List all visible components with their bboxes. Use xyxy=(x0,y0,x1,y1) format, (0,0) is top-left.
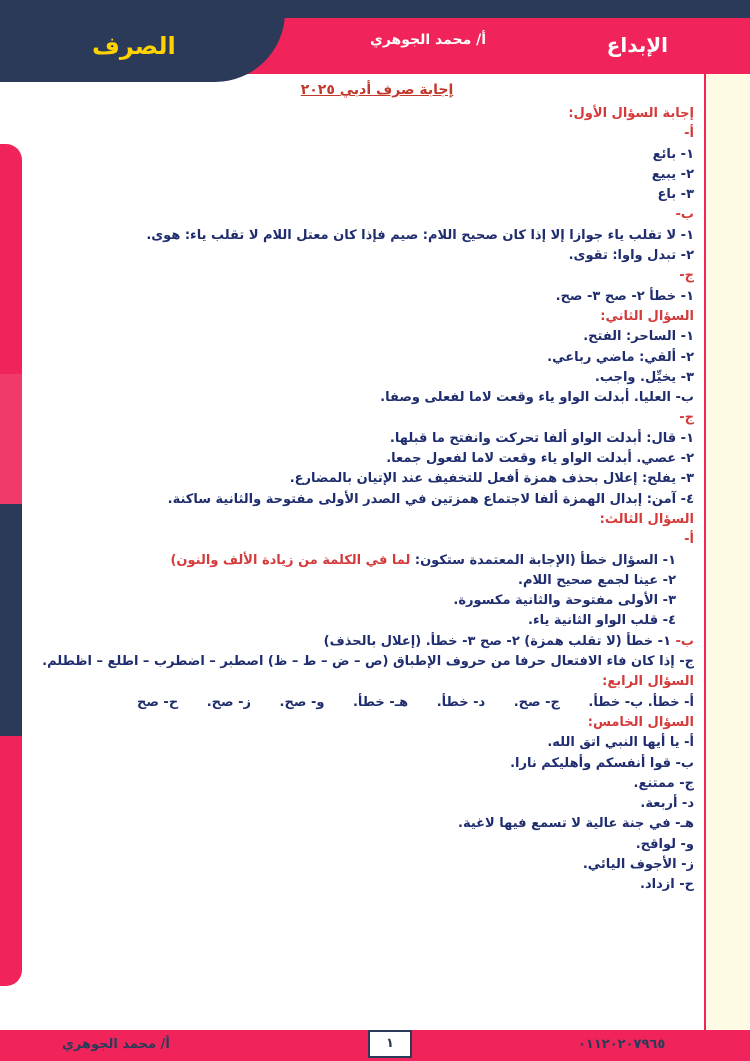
q5-g: ز- الأجوف اليائي. xyxy=(582,856,694,872)
q1-a-label: أ- xyxy=(684,126,694,142)
q1-b1: ١- لا تقلب ياء جوازا إلا إذا كان صحيح اللام: صيم فإذا كان معتل اللام لا تقلب ياء: هوى. xyxy=(146,227,694,243)
subject-title: الصرف xyxy=(92,32,176,60)
q1-a2: ٢- يبيع xyxy=(651,166,694,182)
q3-c: ج- إذا كان فاء الافتعال حرفا من حروف الإطباق (ص – ض – ط – ظ) اصطبر – اضطرب – اطلع – اظطلم. xyxy=(42,654,694,670)
q4-item: ز- صح. xyxy=(206,694,252,710)
q4-item: ج- صح. xyxy=(513,694,560,710)
q2-b: ب- العليا. أبدلت الواو ياء وقعت لاما لفعلى وصفا. xyxy=(380,390,694,406)
q2-c-label: ج- xyxy=(679,410,694,426)
page-title: إجابة صرف أدبي ٢٠٢٥ xyxy=(300,82,454,98)
q5-c: ج- ممتنع. xyxy=(633,775,694,791)
q1-b-label: ب- xyxy=(675,207,694,223)
q3-b xyxy=(60,632,694,652)
header-author: أ/ محمد الجوهري xyxy=(370,32,487,48)
q3-a1-text: ١- السؤال خطأ (الإجابة المعتمدة ستكون: xyxy=(414,552,676,568)
footer-author: أ/ محمد الجوهري xyxy=(62,1037,170,1052)
q5-f: و- لواقح. xyxy=(635,836,694,852)
q5-e: هـ- في جنة عالية لا تسمع فيها لاغية. xyxy=(458,816,694,832)
left-tab-1 xyxy=(0,144,22,374)
q3-a-label: أ- xyxy=(684,532,694,548)
q3-a4: ٤- قلب الواو الثانية ياء. xyxy=(528,613,676,629)
q5-b: ب- قوا أنفسكم وأهليكم نارا. xyxy=(510,755,694,771)
q5-a: أ- يا أيها النبي اتق الله. xyxy=(547,735,694,751)
q4-item: هـ- خطأ. xyxy=(352,694,409,710)
q4-item: د- خطأ. xyxy=(436,694,486,710)
q5-heading: السؤال الخامس: xyxy=(587,714,694,730)
q3-heading: السؤال الثالث: xyxy=(599,511,694,527)
right-margin-line xyxy=(704,74,706,1034)
series-title: الإبداع xyxy=(606,33,668,57)
q4-item: ح- صح xyxy=(136,694,179,710)
q5-d: د- أربعة. xyxy=(640,796,694,812)
left-tab-3 xyxy=(0,504,22,736)
q3-a1-note: لما في الكلمة من زيادة الألف والنون) xyxy=(170,552,411,568)
q2-a2: ٢- ألقي: ماضي رباعي. xyxy=(547,349,694,365)
q2-a3: ٣- يخيِّل. واجب. xyxy=(594,369,694,385)
q1-c1: ١- خطأ ٢- صح ٣- صح. xyxy=(555,288,694,304)
q1-heading: إجابة السؤال الأول: xyxy=(568,106,694,121)
left-tab-2 xyxy=(0,374,22,504)
q3-a1 xyxy=(60,551,694,571)
q3-b-label: ب- xyxy=(675,633,694,649)
q2-c1: ١- قال: أبدلت الواو ألفا تحركت وانفتح ما قبلها. xyxy=(389,430,694,446)
q3-b-text: ١- خطأ (لا تقلب همزة) ٢- صح ٣- خطأ. (إعلال بالحذف) xyxy=(323,633,671,649)
q1-c-label: ج- xyxy=(679,268,694,284)
q4-item: و- صح. xyxy=(279,694,325,710)
q1-a1: ١- بائع xyxy=(652,146,694,162)
q3-a2: ٢- عينا لجمع صحيح اللام. xyxy=(518,572,676,588)
q4-answers xyxy=(60,693,694,713)
page-number: ١ xyxy=(368,1030,412,1058)
q4-item: أ- خطأ. ب- خطأ. xyxy=(588,694,694,710)
q2-heading: السؤال الثاني: xyxy=(600,308,694,324)
q2-c2: ٢- عصي. أبدلت الواو ياء وقعت لاما لفعول جمعا. xyxy=(386,451,694,467)
q1-b2: ٢- تبدل واوا: تقوى. xyxy=(568,248,694,264)
answer-content xyxy=(42,82,694,896)
q2-c4: ٤- آمن: إبدال الهمزة ألفا لاجتماع همزتين في الصدر الأولى مفتوحة والثانية ساكنة. xyxy=(167,491,694,507)
q2-c3: ٣- يفلح: إعلال بحذف همزة أفعل للتخفيف عند الإتيان بالمضارع. xyxy=(289,471,694,487)
footer-phone: ٠١١٢٠٢٠٧٩٦٥ xyxy=(578,1037,666,1052)
q2-a1: ١- الساحر: الفتح. xyxy=(583,329,694,345)
q4-heading: السؤال الرابع: xyxy=(602,674,694,690)
right-margin-bar xyxy=(706,74,750,1034)
q1-a3: ٣- باع xyxy=(657,187,694,203)
q3-a3: ٣- الأولى مفتوحة والثانية مكسورة. xyxy=(453,593,676,609)
left-tab-4 xyxy=(0,736,22,986)
q5-h: ح- ازداد. xyxy=(640,877,694,893)
